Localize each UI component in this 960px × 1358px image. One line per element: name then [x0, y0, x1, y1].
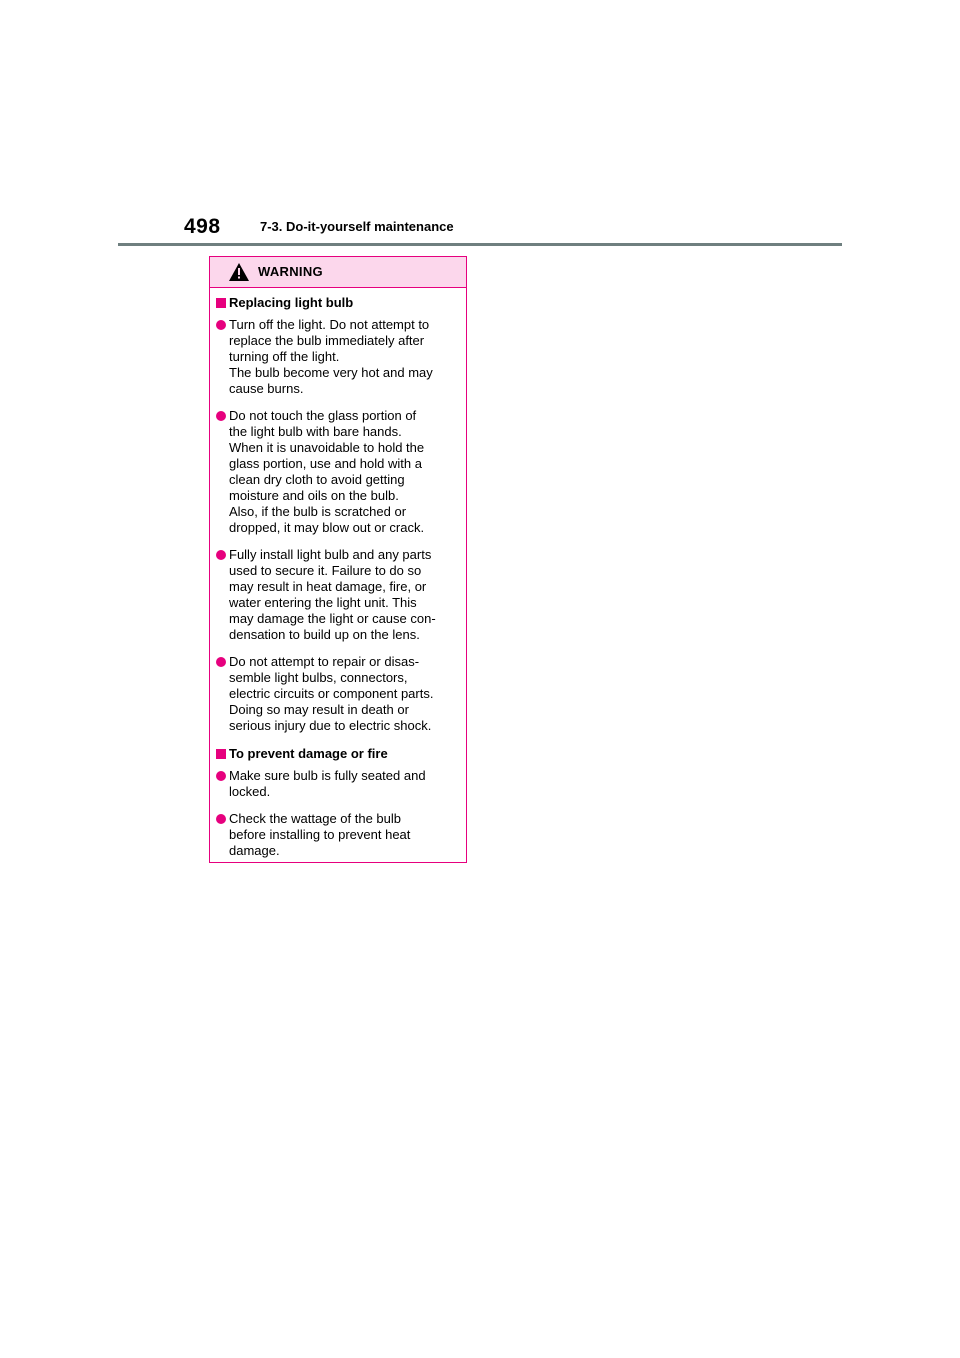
text-line: Do not attempt to repair or disas- [229, 654, 420, 669]
circle-bullet-icon [216, 550, 226, 560]
warning-box [209, 256, 467, 863]
text-line: semble light bulbs, connectors, [229, 670, 408, 685]
text-line: Also, if the bulb is scratched or [229, 504, 407, 519]
header-divider [118, 243, 842, 246]
circle-bullet-icon [216, 657, 226, 667]
list-item [216, 768, 460, 800]
text-line: may result in heat damage, fire, or [229, 579, 427, 594]
text-line: The bulb become very hot and may [229, 365, 433, 380]
warning-triangle-icon [228, 262, 250, 282]
list-item [216, 317, 460, 397]
list-item [216, 654, 460, 734]
text-line: before installing to prevent heat [229, 827, 411, 842]
circle-bullet-icon [216, 320, 226, 330]
text-line: Check the wattage of the bulb [229, 811, 402, 826]
text-line: water entering the light unit. This [229, 595, 417, 610]
text-line: Do not touch the glass portion of [229, 408, 417, 423]
text-line: When it is unavoidable to hold the [229, 440, 425, 455]
warning-header [210, 257, 466, 288]
text-line: used to secure it. Failure to do so [229, 563, 422, 578]
square-bullet-icon [216, 298, 226, 308]
section-heading-prevent-damage [216, 746, 460, 762]
section-heading-replacing [216, 295, 460, 311]
section-heading-text: To prevent damage or fire [229, 746, 388, 761]
text-line: electric circuits or component parts. [229, 686, 434, 701]
section-heading-text: Replacing light bulb [229, 295, 354, 310]
text-line: damage. [229, 843, 280, 858]
text-line: serious injury due to electric shock. [229, 718, 432, 733]
warning-title: WARNING [258, 264, 323, 279]
text-line: dropped, it may blow out or crack. [229, 520, 425, 535]
text-line: moisture and oils on the bulb. [229, 488, 399, 503]
list-item [216, 408, 460, 536]
text-line: densation to build up on the lens. [229, 627, 420, 642]
circle-bullet-icon [216, 411, 226, 421]
list-item [216, 547, 460, 643]
text-line: clean dry cloth to avoid getting [229, 472, 405, 487]
text-line: glass portion, use and hold with a [229, 456, 422, 471]
list-item [216, 811, 460, 859]
text-line: locked. [229, 784, 271, 799]
text-line: cause burns. [229, 381, 304, 396]
text-line: the light bulb with bare hands. [229, 424, 402, 439]
text-line: Fully install light bulb and any parts [229, 547, 432, 562]
square-bullet-icon [216, 749, 226, 759]
warning-body [210, 288, 466, 859]
text-line: Make sure bulb is fully seated and [229, 768, 426, 783]
section-title: 7-3. Do-it-yourself maintenance [260, 219, 454, 234]
text-line: Doing so may result in death or [229, 702, 409, 717]
circle-bullet-icon [216, 771, 226, 781]
circle-bullet-icon [216, 814, 226, 824]
text-line: replace the bulb immediately after [229, 333, 425, 348]
text-line: turning off the light. [229, 349, 340, 364]
text-line: may damage the light or cause con- [229, 611, 436, 626]
page-number: 498 [184, 215, 221, 238]
text-line: Turn off the light. Do not attempt to [229, 317, 430, 332]
